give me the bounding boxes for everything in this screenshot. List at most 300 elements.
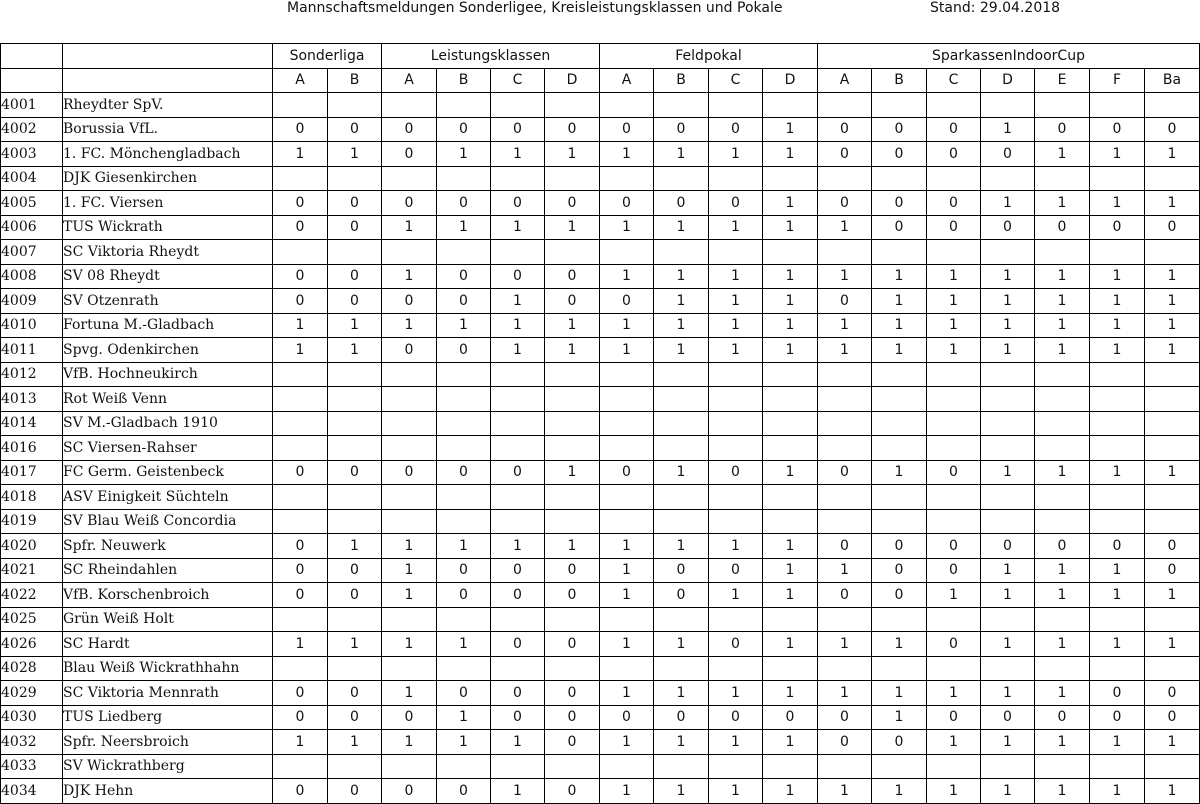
table-cell: 1 (437, 730, 491, 755)
table-cell: 1 (328, 142, 382, 167)
table-cell: 1 (545, 142, 600, 167)
table-cell: 1 (872, 705, 927, 730)
table-cell (273, 436, 328, 461)
table-cell: 1 (981, 632, 1035, 657)
table-cell (981, 656, 1035, 681)
table-cell: 1 (328, 730, 382, 755)
table-cell (1145, 387, 1200, 412)
table-cell (1090, 411, 1145, 436)
table-cell (328, 411, 382, 436)
table-cell: 1 (382, 313, 437, 338)
table-cell (1035, 485, 1090, 510)
table-cell (600, 656, 654, 681)
table-cell (872, 240, 927, 265)
column-header-sparkassenindoorcup-ba: Ba (1145, 68, 1200, 93)
table-cell: 1 (818, 632, 872, 657)
table-row (1, 485, 1200, 510)
club-name: VfB. Hochneukirch (63, 362, 273, 387)
table-cell (545, 509, 600, 534)
table-cell (981, 240, 1035, 265)
table-cell: 1 (1090, 632, 1145, 657)
table-cell (1090, 93, 1145, 118)
table-cell: 0 (872, 191, 927, 216)
table-cell: 1 (491, 142, 545, 167)
table-cell: 0 (709, 117, 763, 142)
table-cell (818, 436, 872, 461)
table-cell: 0 (491, 264, 545, 289)
table-cell (600, 509, 654, 534)
table-cell (927, 656, 981, 681)
table-cell: 1 (763, 681, 818, 706)
club-number: 4025 (1, 607, 63, 632)
table-cell (709, 436, 763, 461)
table-cell (981, 93, 1035, 118)
table-cell: 0 (709, 632, 763, 657)
corner-blank (63, 44, 273, 69)
table-cell: 0 (1145, 705, 1200, 730)
table-cell: 0 (545, 191, 600, 216)
table-cell (763, 411, 818, 436)
table-cell (273, 93, 328, 118)
table-cell (709, 166, 763, 191)
table-cell (1145, 754, 1200, 779)
table-cell: 1 (927, 313, 981, 338)
table-cell (818, 387, 872, 412)
club-name: Grün Weiß Holt (63, 607, 273, 632)
table-cell: 1 (763, 313, 818, 338)
table-cell (545, 362, 600, 387)
column-header-leistungsklassen-a: A (382, 68, 437, 93)
club-name: Borussia VfL. (63, 117, 273, 142)
table-cell (763, 607, 818, 632)
table-cell (273, 166, 328, 191)
club-name: SV 08 Rheydt (63, 264, 273, 289)
table-cell (654, 166, 709, 191)
table-cell: 1 (1145, 142, 1200, 167)
table-cell: 1 (872, 338, 927, 363)
table-cell (654, 411, 709, 436)
table-cell: 0 (654, 705, 709, 730)
table-cell: 1 (654, 313, 709, 338)
club-number: 4009 (1, 289, 63, 314)
table-cell: 0 (382, 191, 437, 216)
table-cell (872, 754, 927, 779)
table-cell (600, 362, 654, 387)
table-cell: 0 (1090, 117, 1145, 142)
table-cell (1090, 754, 1145, 779)
table-cell: 0 (545, 705, 600, 730)
table-cell (491, 362, 545, 387)
table-cell: 1 (273, 142, 328, 167)
table-cell: 0 (600, 705, 654, 730)
table-cell (491, 411, 545, 436)
table-cell: 1 (818, 779, 872, 804)
table-cell: 0 (927, 558, 981, 583)
table-cell: 1 (927, 289, 981, 314)
table-row (1, 93, 1200, 118)
club-name: DJK Giesenkirchen (63, 166, 273, 191)
table-cell (654, 485, 709, 510)
table-cell: 0 (273, 460, 328, 485)
table-cell: 1 (709, 730, 763, 755)
table-cell (545, 607, 600, 632)
table-cell: 1 (709, 313, 763, 338)
table-cell: 1 (1035, 632, 1090, 657)
table-cell (1145, 411, 1200, 436)
table-cell: 1 (1145, 289, 1200, 314)
table-cell: 1 (872, 632, 927, 657)
table-cell: 1 (545, 215, 600, 240)
table-cell (491, 607, 545, 632)
table-row (1, 558, 1200, 583)
column-header-feldpokal-c: C (709, 68, 763, 93)
table-cell (1035, 240, 1090, 265)
table-cell: 1 (600, 142, 654, 167)
table-cell: 1 (654, 779, 709, 804)
table-cell (382, 509, 437, 534)
table-cell (437, 509, 491, 534)
table-cell: 1 (927, 583, 981, 608)
table-cell: 1 (818, 681, 872, 706)
table-cell (709, 387, 763, 412)
column-header-row (1, 68, 1200, 93)
table-cell (818, 93, 872, 118)
table-cell (709, 754, 763, 779)
table-cell (709, 607, 763, 632)
table-cell: 1 (872, 779, 927, 804)
table-cell: 1 (709, 289, 763, 314)
table-row (1, 607, 1200, 632)
club-number: 4006 (1, 215, 63, 240)
table-cell (872, 93, 927, 118)
column-header-sparkassenindoorcup-c: C (927, 68, 981, 93)
table-cell: 0 (818, 705, 872, 730)
table-cell: 1 (491, 730, 545, 755)
table-cell: 1 (654, 215, 709, 240)
table-cell: 1 (491, 534, 545, 559)
table-cell: 0 (927, 215, 981, 240)
table-cell: 0 (1145, 117, 1200, 142)
table-cell (437, 436, 491, 461)
table-cell: 1 (382, 681, 437, 706)
table-cell: 1 (273, 338, 328, 363)
table-cell (872, 509, 927, 534)
club-name: TUS Wickrath (63, 215, 273, 240)
table-cell: 1 (273, 632, 328, 657)
table-cell: 1 (491, 338, 545, 363)
table-cell: 0 (491, 583, 545, 608)
table-cell: 1 (872, 313, 927, 338)
table-row (1, 436, 1200, 461)
table-cell: 0 (927, 117, 981, 142)
table-row (1, 142, 1200, 167)
table-cell (654, 387, 709, 412)
table-cell: 1 (654, 730, 709, 755)
table-cell: 0 (328, 191, 382, 216)
table-cell: 1 (763, 534, 818, 559)
table-cell (273, 411, 328, 436)
table-cell: 1 (872, 681, 927, 706)
table-cell (981, 166, 1035, 191)
group-header-feldpokal: Feldpokal (600, 44, 818, 69)
table-cell: 1 (818, 558, 872, 583)
table-cell (981, 387, 1035, 412)
table-cell (273, 387, 328, 412)
table-cell: 1 (654, 338, 709, 363)
table-cell (273, 362, 328, 387)
table-cell: 1 (981, 460, 1035, 485)
table-cell (273, 509, 328, 534)
table-cell (654, 436, 709, 461)
table-cell (927, 754, 981, 779)
table-cell: 0 (328, 460, 382, 485)
table-cell: 0 (273, 681, 328, 706)
table-cell (1090, 509, 1145, 534)
column-header-sparkassenindoorcup-b: B (872, 68, 927, 93)
table-cell: 0 (818, 142, 872, 167)
table-cell: 0 (437, 779, 491, 804)
table-cell (763, 656, 818, 681)
table-cell: 0 (273, 534, 328, 559)
table-cell: 0 (382, 338, 437, 363)
group-header-sparkassenindoorcup: SparkassenIndoorCup (818, 44, 1200, 69)
table-cell: 1 (600, 534, 654, 559)
club-name: FC Germ. Geistenbeck (63, 460, 273, 485)
table-cell (654, 93, 709, 118)
table-cell: 1 (1035, 583, 1090, 608)
table-row (1, 411, 1200, 436)
table-cell: 0 (872, 730, 927, 755)
table-cell: 1 (600, 583, 654, 608)
table-cell (1090, 362, 1145, 387)
table-cell (491, 436, 545, 461)
table-row (1, 779, 1200, 804)
table-row (1, 632, 1200, 657)
table-cell: 1 (654, 460, 709, 485)
club-name: Blau Weiß Wickrathhahn (63, 656, 273, 681)
table-cell: 1 (763, 583, 818, 608)
table-cell (437, 607, 491, 632)
table-cell: 0 (818, 730, 872, 755)
club-number: 4017 (1, 460, 63, 485)
table-cell: 0 (818, 289, 872, 314)
table-cell (382, 240, 437, 265)
club-number: 4004 (1, 166, 63, 191)
table-cell: 1 (654, 142, 709, 167)
table-cell (872, 607, 927, 632)
table-cell: 0 (273, 215, 328, 240)
table-cell (328, 607, 382, 632)
table-cell: 1 (1090, 460, 1145, 485)
table-cell: 0 (1145, 558, 1200, 583)
table-cell (328, 166, 382, 191)
table-cell: 0 (382, 779, 437, 804)
table-cell (491, 509, 545, 534)
table-cell: 0 (545, 583, 600, 608)
table-cell: 1 (328, 534, 382, 559)
table-cell (382, 166, 437, 191)
table-cell: 1 (927, 264, 981, 289)
club-number: 4032 (1, 730, 63, 755)
table-cell: 0 (1090, 681, 1145, 706)
table-cell (818, 754, 872, 779)
table-cell (437, 656, 491, 681)
table-cell (382, 93, 437, 118)
table-cell: 1 (382, 534, 437, 559)
table-cell (709, 509, 763, 534)
club-number: 4008 (1, 264, 63, 289)
group-header-leistungsklassen: Leistungsklassen (382, 44, 600, 69)
table-cell: 1 (600, 313, 654, 338)
table-cell (654, 240, 709, 265)
table-cell: 1 (491, 313, 545, 338)
table-cell (1035, 656, 1090, 681)
table-cell: 1 (382, 583, 437, 608)
table-cell: 0 (600, 191, 654, 216)
table-cell: 1 (273, 313, 328, 338)
table-cell: 0 (437, 264, 491, 289)
table-cell: 1 (709, 534, 763, 559)
table-row (1, 656, 1200, 681)
table-cell (981, 509, 1035, 534)
table-cell (328, 93, 382, 118)
table-cell: 1 (763, 730, 818, 755)
table-cell: 0 (491, 632, 545, 657)
table-cell (491, 387, 545, 412)
table-cell: 1 (763, 142, 818, 167)
table-cell (1035, 411, 1090, 436)
table-cell: 0 (927, 142, 981, 167)
table-cell: 1 (981, 117, 1035, 142)
table-cell (273, 240, 328, 265)
table-row (1, 534, 1200, 559)
table-cell: 0 (273, 117, 328, 142)
club-number: 4019 (1, 509, 63, 534)
table-cell: 1 (491, 215, 545, 240)
club-number: 4034 (1, 779, 63, 804)
group-header-sonderliga: Sonderliga (273, 44, 382, 69)
table-row (1, 460, 1200, 485)
table-cell: 1 (763, 117, 818, 142)
table-cell: 0 (545, 117, 600, 142)
column-header-feldpokal-a: A (600, 68, 654, 93)
table-cell (927, 362, 981, 387)
table-cell: 0 (491, 117, 545, 142)
table-cell: 0 (545, 779, 600, 804)
table-cell (763, 93, 818, 118)
header-bar (0, 0, 1200, 24)
table-cell: 0 (1035, 117, 1090, 142)
table-row (1, 754, 1200, 779)
club-name: 1. FC. Mönchengladbach (63, 142, 273, 167)
table-cell: 0 (981, 705, 1035, 730)
table-cell (818, 411, 872, 436)
club-number: 4028 (1, 656, 63, 681)
table-cell (273, 485, 328, 510)
table-cell: 1 (382, 558, 437, 583)
table-cell (927, 509, 981, 534)
table-cell: 1 (273, 730, 328, 755)
table-cell: 1 (763, 779, 818, 804)
column-header-feldpokal-b: B (654, 68, 709, 93)
table-cell (763, 754, 818, 779)
club-number: 4020 (1, 534, 63, 559)
table-cell: 1 (1090, 779, 1145, 804)
club-name: SC Viktoria Mennrath (63, 681, 273, 706)
table-row (1, 583, 1200, 608)
table-cell: 1 (763, 460, 818, 485)
table-cell: 1 (382, 632, 437, 657)
table-cell: 0 (927, 632, 981, 657)
table-cell: 1 (654, 632, 709, 657)
table-cell (545, 93, 600, 118)
table-cell: 0 (709, 191, 763, 216)
table-cell (927, 387, 981, 412)
table-cell (437, 411, 491, 436)
club-name: SV Blau Weiß Concordia (63, 509, 273, 534)
table-cell (1035, 93, 1090, 118)
table-cell: 0 (872, 142, 927, 167)
table-cell: 1 (763, 338, 818, 363)
table-cell (1145, 509, 1200, 534)
table-cell (273, 656, 328, 681)
table-row (1, 681, 1200, 706)
table-cell: 1 (382, 264, 437, 289)
table-cell (600, 485, 654, 510)
table-cell: 1 (927, 338, 981, 363)
table-cell: 1 (763, 191, 818, 216)
table-cell: 0 (927, 460, 981, 485)
club-number: 4003 (1, 142, 63, 167)
table-cell (872, 656, 927, 681)
table-cell (437, 387, 491, 412)
table-row (1, 117, 1200, 142)
club-name: SC Viktoria Rheydt (63, 240, 273, 265)
table-cell: 1 (1145, 779, 1200, 804)
table-cell: 0 (273, 558, 328, 583)
table-cell: 0 (818, 117, 872, 142)
table-cell (545, 240, 600, 265)
table-cell: 1 (1035, 558, 1090, 583)
table-cell (872, 436, 927, 461)
table-cell: 0 (491, 460, 545, 485)
table-cell: 0 (328, 779, 382, 804)
table-cell: 0 (382, 142, 437, 167)
table-cell (600, 240, 654, 265)
table-cell: 0 (654, 117, 709, 142)
table-cell: 1 (328, 632, 382, 657)
table-row (1, 166, 1200, 191)
table-cell: 0 (709, 558, 763, 583)
club-number: 4022 (1, 583, 63, 608)
table-cell: 1 (927, 779, 981, 804)
registration-table (0, 43, 1200, 804)
table-cell (763, 485, 818, 510)
table-cell (382, 387, 437, 412)
club-name: VfB. Korschenbroich (63, 583, 273, 608)
table-row (1, 215, 1200, 240)
table-cell: 0 (1035, 705, 1090, 730)
table-cell (872, 362, 927, 387)
table-cell: 0 (437, 681, 491, 706)
table-cell: 1 (763, 289, 818, 314)
table-cell (328, 387, 382, 412)
table-cell: 0 (1090, 705, 1145, 730)
table-cell (709, 656, 763, 681)
table-cell: 0 (491, 705, 545, 730)
table-cell (1090, 240, 1145, 265)
table-cell (545, 387, 600, 412)
